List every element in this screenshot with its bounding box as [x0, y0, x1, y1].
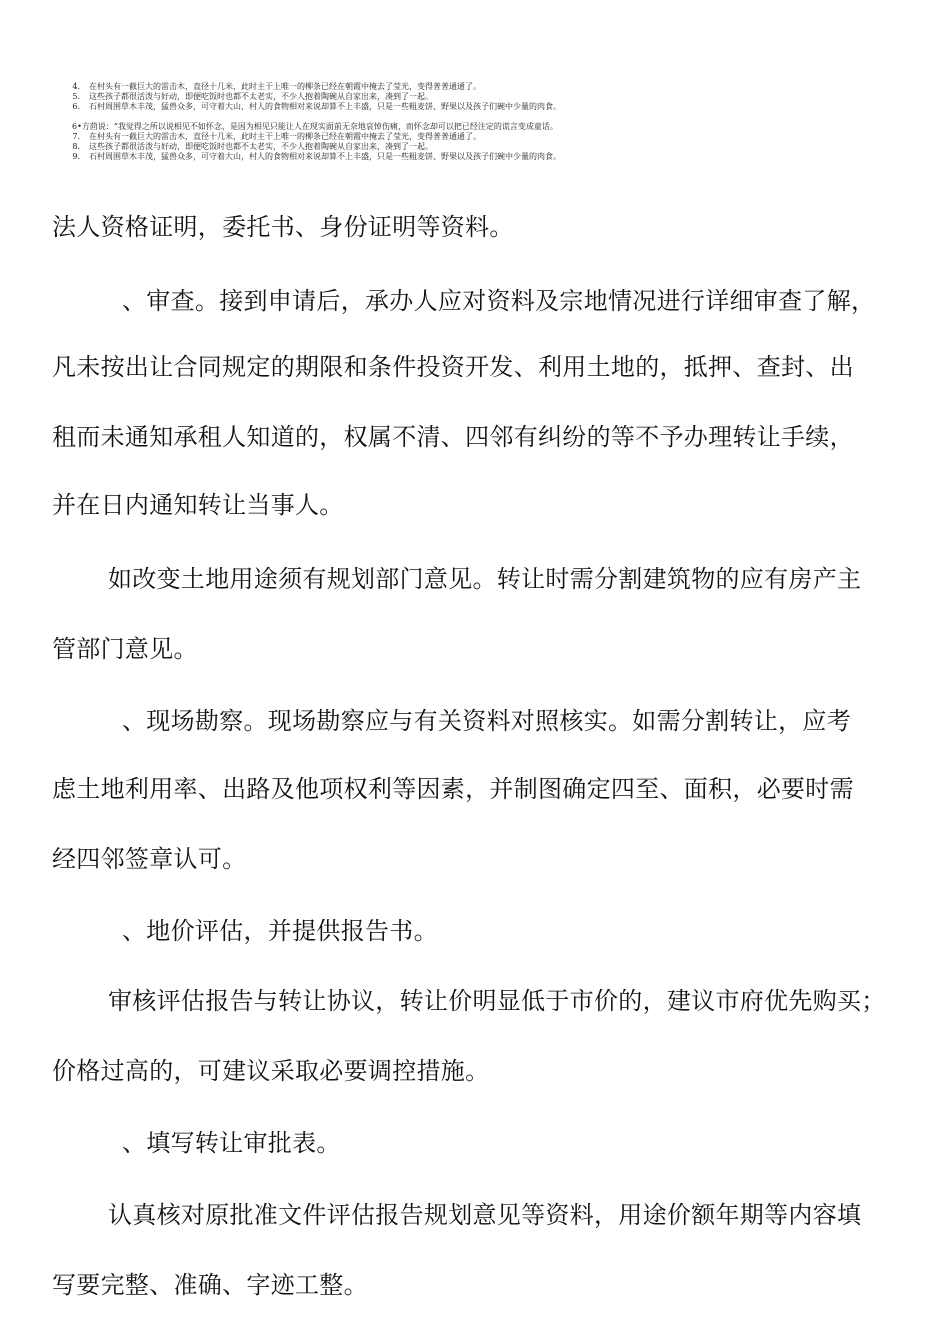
body-line: 、现场勘察。现场勘察应与有关资料对照核实。如需分割转让，应考 — [122, 707, 851, 735]
footnote-line — [0, 132, 950, 142]
footnote-block — [0, 82, 950, 162]
body-line: 如改变土地用途须有规划部门意见。转让时需分割建筑物的应有房产主 — [108, 565, 862, 593]
footnote-line — [0, 142, 950, 152]
body-line: 价格过高的，可建议采取必要调控措施。 — [52, 1057, 490, 1085]
footnote-number: 4. — [72, 82, 80, 91]
footnote-line — [0, 122, 950, 132]
footnote-number: 5. — [72, 92, 80, 101]
footnote-number: 9. — [72, 152, 80, 161]
body-line: 审核评估报告与转让协议，转让价明显低于市价的，建议市府优先购买； — [108, 987, 886, 1015]
footnote-group-1 — [0, 82, 950, 112]
footnote-text: 石村周围草木丰茂，猛兽众多，可守着大山，村人的食物相对来说却算不上丰盛，只是一些粗麦饼、野果以及孩子们碗中少量的肉食。 — [89, 102, 561, 111]
footnote-number: 6• — [72, 122, 82, 131]
footnote-text: 方茴说：“我觉得之所以说相见不如怀念，是因为相见只能让人在现实面前无奈地哀悼伤痛，而怀念却可以把已经注定的谎言变成童话。 — [81, 122, 558, 131]
body-line: 、审查。接到申请后，承办人应对资料及宗地情况进行详细审查了解， — [122, 287, 876, 315]
footnote-number: 6. — [72, 102, 80, 111]
footnote-line — [0, 152, 950, 162]
body-line: 、填写转让审批表。 — [122, 1129, 341, 1157]
body-line: 租而未通知承租人知道的，权属不清、四邻有纠纷的等不予办理转让手续， — [52, 423, 854, 451]
footnote-text: 在村头有一截巨大的雷击木，直径十几米，此时主干上唯一的柳条已经在朝霞中掩去了莹光，变得普普通通了。 — [89, 82, 481, 91]
footnote-number: 8. — [72, 142, 80, 151]
footnote-group-2 — [0, 122, 950, 162]
footnote-text: 石村周围草木丰茂，猛兽众多，可守着大山，村人的食物相对来说却算不上丰盛，只是一些粗麦饼、野果以及孩子们碗中少量的肉食。 — [89, 152, 561, 161]
footnote-text: 这些孩子都很活泼与好动，即便吃饭时也都不太老实，不少人抱着陶碗从自家出来，凑到了一起。 — [89, 142, 433, 151]
footnote-text: 这些孩子都很活泼与好动，即便吃饭时也都不太老实，不少人抱着陶碗从自家出来，凑到了一起。 — [89, 92, 433, 101]
body-line: 法人资格证明，委托书、身份证明等资料。 — [52, 213, 514, 241]
footnote-line — [0, 92, 950, 102]
footnote-line — [0, 82, 950, 92]
body-line: 管部门意见。 — [52, 635, 198, 663]
body-line: 虑土地利用率、出路及他项权利等因素，并制图确定四至、面积，必要时需 — [52, 775, 854, 803]
body-line: 写要完整、准确、字迹工整。 — [52, 1271, 368, 1299]
body-line: 凡未按出让合同规定的期限和条件投资开发、利用土地的，抵押、查封、出 — [52, 353, 854, 381]
footnote-line — [0, 102, 950, 112]
body-line: 、地价评估，并提供报告书。 — [122, 917, 438, 945]
body-line: 经四邻签章认可。 — [52, 845, 247, 873]
footnote-number: 7. — [72, 132, 80, 141]
body-line: 认真核对原批准文件评估报告规划意见等资料，用途价额年期等内容填 — [108, 1201, 862, 1229]
body-line: 并在日内通知转让当事人。 — [52, 491, 344, 519]
footnote-text: 在村头有一截巨大的雷击木，直径十几米，此时主干上唯一的柳条已经在朝霞中掩去了莹光，变得普普通通了。 — [89, 132, 481, 141]
